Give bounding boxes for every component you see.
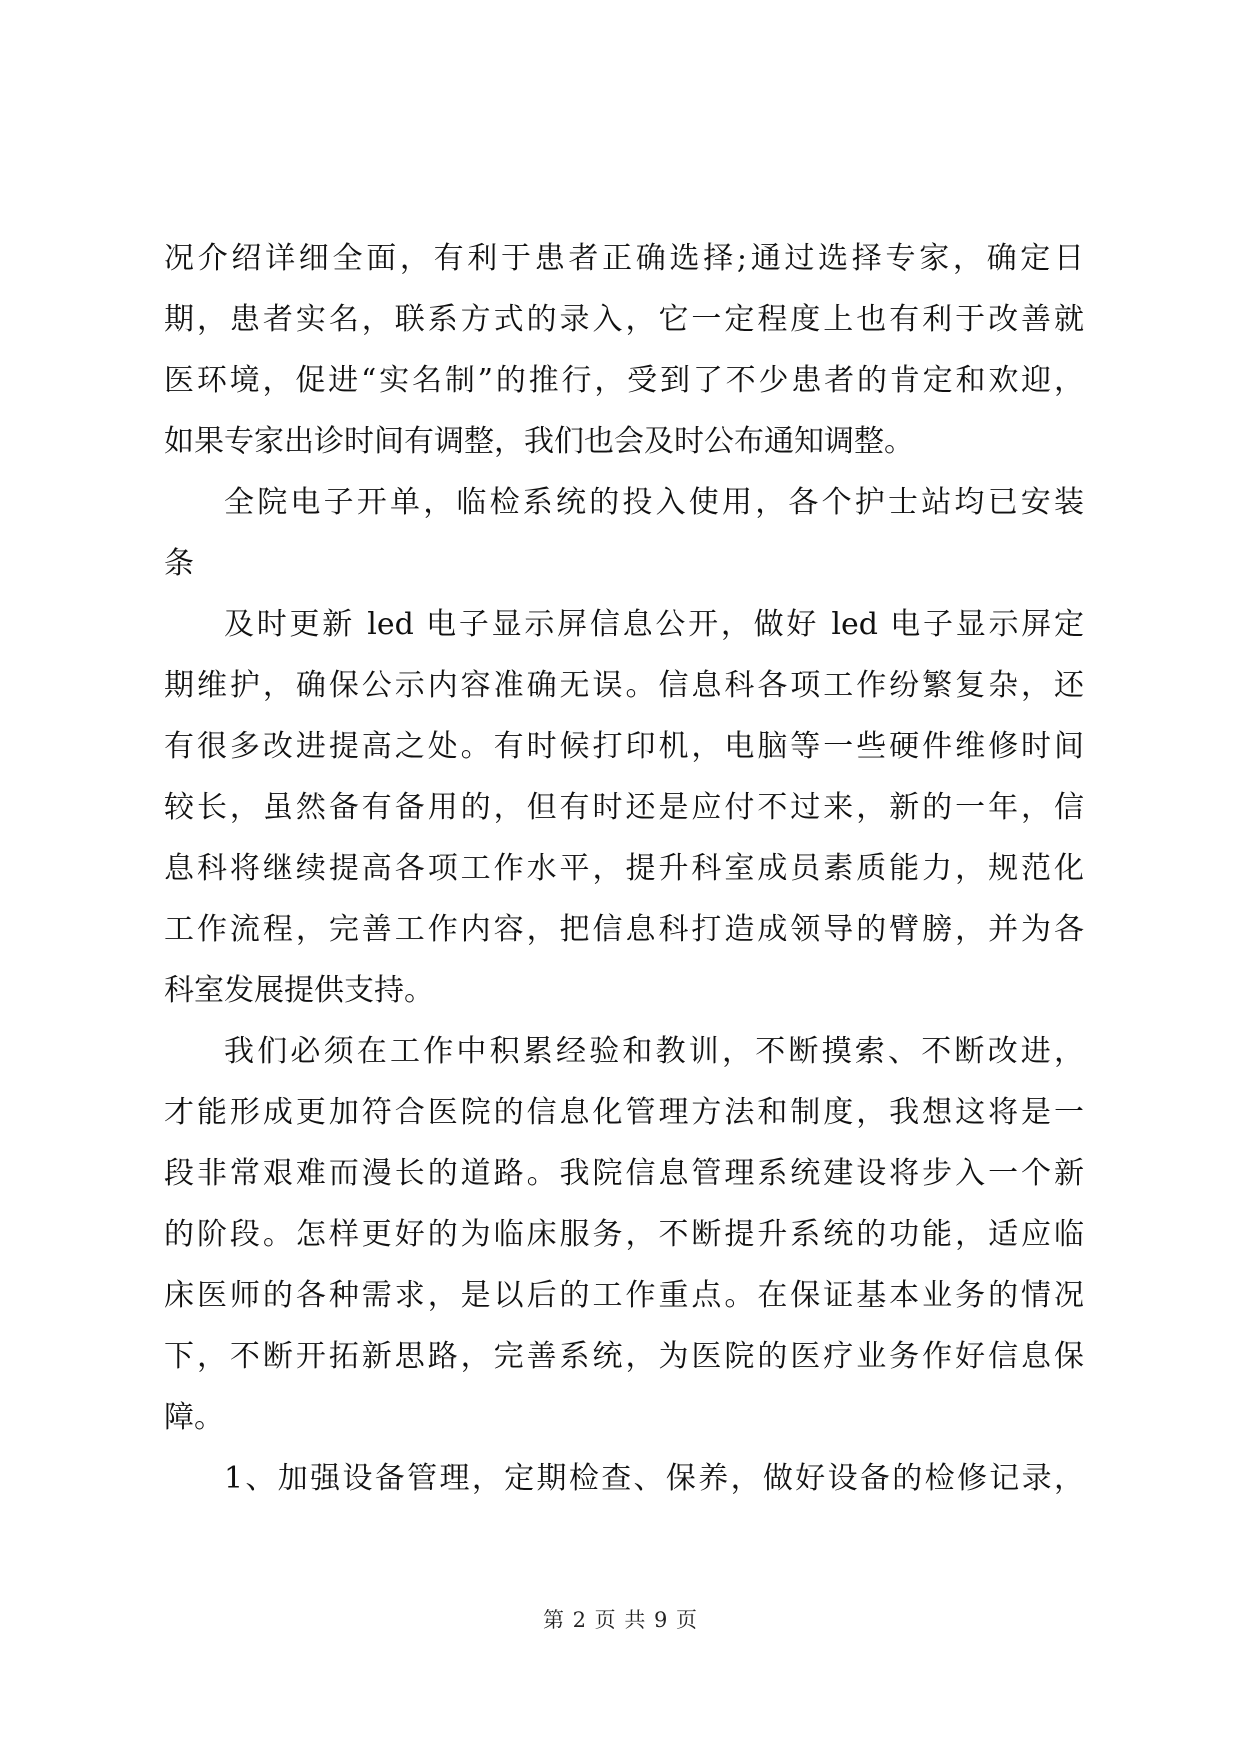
text-line: 我们必须在工作中积累经验和教训，不断摸索、不断改进， (224, 1034, 1084, 1069)
text-line: 有很多改进提高之处。有时候打印机，电脑等一些硬件维修时间 (164, 729, 1084, 764)
document-body (164, 228, 1084, 1509)
text-line: 较长，虽然备有备用的，但有时还是应付不过来，新的一年，信 (164, 790, 1084, 825)
text-line: 的阶段。怎样更好的为临床服务，不断提升系统的功能，适应临 (164, 1217, 1084, 1252)
text-line: 期，患者实名，联系方式的录入，它一定程度上也有利于改善就 (164, 302, 1084, 337)
text-line: 段非常艰难而漫长的道路。我院信息管理系统建设将步入一个新 (164, 1156, 1084, 1191)
text-line: 工作流程，完善工作内容，把信息科打造成领导的臂膀，并为各 (164, 912, 1084, 947)
text-line: 如果专家出诊时间有调整，我们也会及时公布通知调整。 (164, 424, 914, 459)
text-line: 息科将继续提高各项工作水平，提升科室成员素质能力，规范化 (164, 851, 1084, 886)
text-line: 条 (164, 546, 194, 581)
text-line: 全院电子开单，临检系统的投入使用，各个护士站均已安装 (224, 485, 1084, 520)
text-line: 才能形成更加符合医院的信息化管理方法和制度，我想这将是一 (164, 1095, 1084, 1130)
page-footer (0, 1604, 1241, 1634)
text-line: 下，不断开拓新思路，完善系统，为医院的医疗业务作好信息保 (164, 1339, 1084, 1374)
text-line: 床医师的各种需求，是以后的工作重点。在保证基本业务的情况 (164, 1278, 1084, 1313)
text-line: 科室发展提供支持。 (164, 973, 434, 1008)
page-number-label: 第 2 页 共 9 页 (542, 1608, 699, 1632)
text-line: 1、加强设备管理，定期检查、保养，做好设备的检修记录， (224, 1461, 1084, 1496)
text-line: 及时更新 led 电子显示屏信息公开，做好 led 电子显示屏定 (224, 607, 1084, 642)
text-line: 期维护，确保公示内容准确无误。信息科各项工作纷繁复杂，还 (164, 668, 1084, 703)
text-line: 况介绍详细全面，有利于患者正确选择;通过选择专家，确定日 (164, 241, 1084, 276)
text-line: 医环境，促进“实名制”的推行，受到了不少患者的肯定和欢迎， (164, 363, 1084, 398)
text-line: 障。 (164, 1400, 224, 1435)
